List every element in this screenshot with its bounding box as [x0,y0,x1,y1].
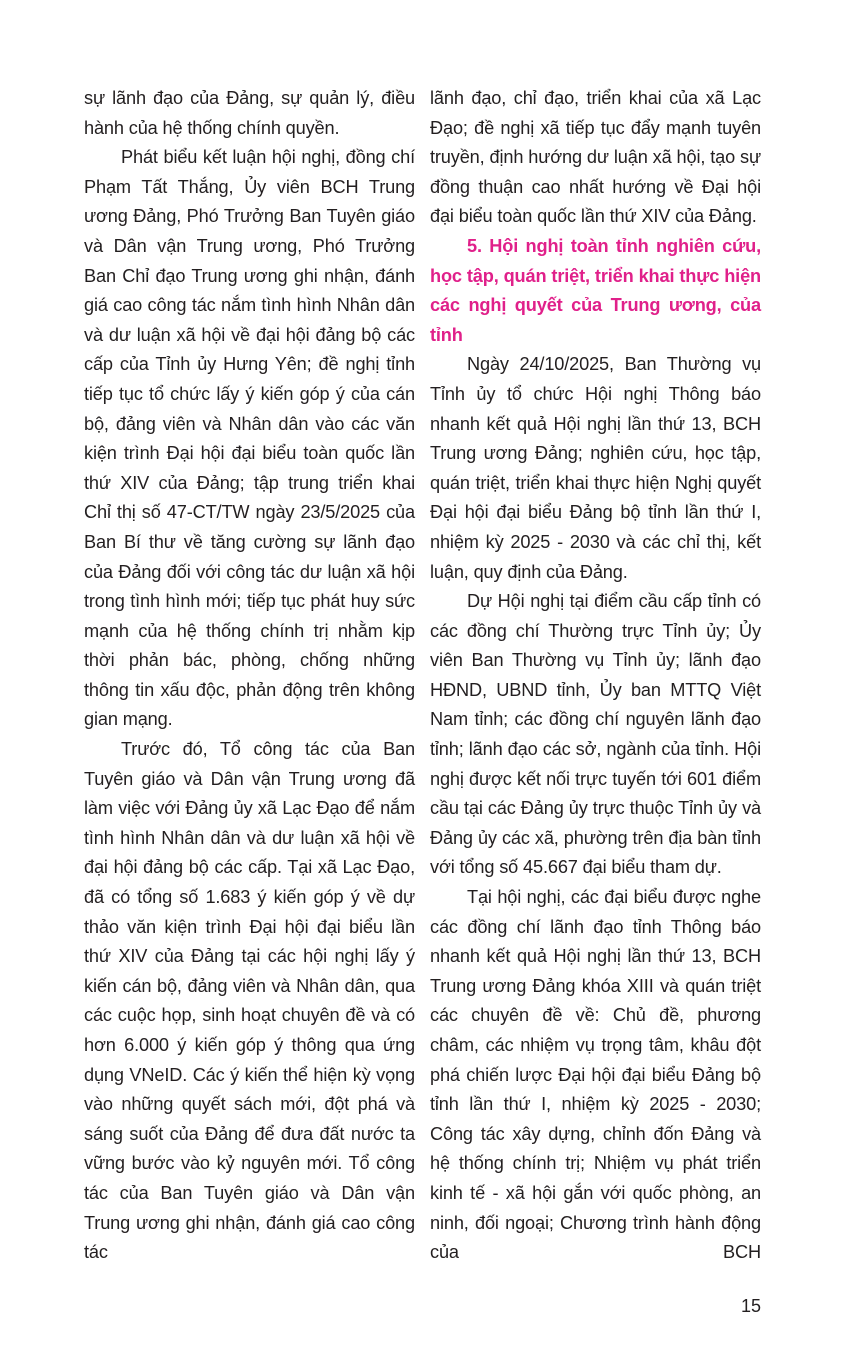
paragraph-conference-date: Ngày 24/10/2025, Ban Thường vụ Tỉnh ủy tổ chức Hội nghị Thông báo nhanh kết quả Hội nghị lần thứ 13, BCH Trung ương Đảng; nghiên cứu, học tập, quán triệt, triển khai thực hiện Nghị quyết Đại hội đại biểu Đảng bộ tỉnh lần thứ I, nhiệm kỳ 2025 - 2030 và các chỉ thị, kết luận, quy định của Đảng. [430,354,761,582]
right-column [430,84,761,1268]
left-column [84,84,415,1268]
paragraph-attendees: Dự Hội nghị tại điểm cầu cấp tỉnh có các đồng chí Thường trực Tỉnh ủy; Ủy viên Ban Thường vụ Tỉnh ủy; lãnh đạo HĐND, UBND tỉnh, Ủy ban MTTQ Việt Nam tỉnh; các đồng chí nguyên lãnh đạo tỉnh; lãnh đạo các sở, ngành của tỉnh. Hội nghị được kết nối trực tuyến tới 601 điểm cầu tại các Đảng ủy trực thuộc Tỉnh ủy và Đảng ủy các xã, phường trên địa bàn tỉnh với tổng số 45.667 đại biểu tham dự. [430,591,761,878]
page-number: 15 [740,1295,761,1316]
paragraph-continuation: sự lãnh đạo của Đảng, sự quản lý, điều hành của hệ thống chính quyền. [84,88,415,138]
paragraph-working-group: Trước đó, Tổ công tác của Ban Tuyên giáo và Dân vận Trung ương đã làm việc với Đảng ủy xã Lạc Đạo để nắm tình hình Nhân dân và dư luận xã hội về đại hội đảng bộ các cấp. Tại xã Lạc Đạo, đã có tổng số 1.683 ý kiến góp ý về dự thảo văn kiện trình Đại hội đại biểu lần thứ XIV của Đảng tại các hội nghị lấy ý kiến cán bộ, đảng viên và Nhân dân, qua các cuộc họp, sinh hoạt chuyên đề và có hơn 6.000 ý kiến góp ý thông qua ứng dụng VNeID. Các ý kiến thể hiện kỳ vọng vào những quyết sách mới, đột phá và sáng suốt của Đảng để đưa đất nước ta vững bước vào kỷ nguyên mới. Tổ công tác của Ban Tuyên giáo và Dân vận Trung ương ghi nhận, đánh giá cao công tác [84,739,415,1263]
columns [84,84,845,1268]
paragraph-conference-content: Tại hội nghị, các đại biểu được nghe các đồng chí lãnh đạo tỉnh Thông báo nhanh kết quả Hội nghị lần thứ 13, BCH Trung ương Đảng khóa XIII và quán triệt các chuyên đề về: Chủ đề, phương châm, các nhiệm vụ trọng tâm, khâu đột phá chiến lược Đại hội đại biểu Đảng bộ tỉnh lần thứ I, nhiệm kỳ 2025 - 2030; Công tác xây dựng, chỉnh đốn Đảng và hệ thống chính trị; Nhiệm vụ phát triển kinh tế - xã hội gắn với quốc phòng, an ninh, đối ngoại; Chương trình hành động của BCH [430,887,761,1263]
paragraph-conclusion-speech: Phát biểu kết luận hội nghị, đồng chí Phạm Tất Thắng, Ủy viên BCH Trung ương Đảng, Phó Trưởng Ban Tuyên giáo và Dân vận Trung ương, Phó Trưởng Ban Chỉ đạo Trung ương ghi nhận, đánh giá cao công tác nắm tình hình Nhân dân và dư luận xã hội về đại hội đảng bộ các cấp của Tỉnh ủy Hưng Yên; đề nghị tỉnh tiếp tục tổ chức lấy ý kiến góp ý của cán bộ, đảng viên và Nhân dân vào các văn kiện trình Đại hội đại biểu toàn quốc lần thứ XIV của Đảng; tập trung triển khai Chỉ thị số 47-CT/TW ngày 23/5/2025 của Ban Bí thư về tăng cường sự lãnh đạo của Đảng đối với công tác dư luận xã hội trong tình hình mới; tiếp tục phát huy sức mạnh của hệ thống chính trị nhằm kịp thời phản bác, phòng, chống những thông tin xấu độc, phản động trên không gian mạng. [84,147,415,730]
section-heading: 5. Hội nghị toàn tỉnh nghiên cứu, học tập, quán triệt, triển khai thực hiện các nghị quyết của Trung ương, của tỉnh [430,235,761,345]
paragraph-continuation: lãnh đạo, chỉ đạo, triển khai của xã Lạc Đạo; đề nghị xã tiếp tục đẩy mạnh tuyên truyền, định hướng dư luận xã hội, tạo sự đồng thuận cao nhất hướng về Đại hội đại biểu toàn quốc lần thứ XIV của Đảng. [430,88,761,227]
